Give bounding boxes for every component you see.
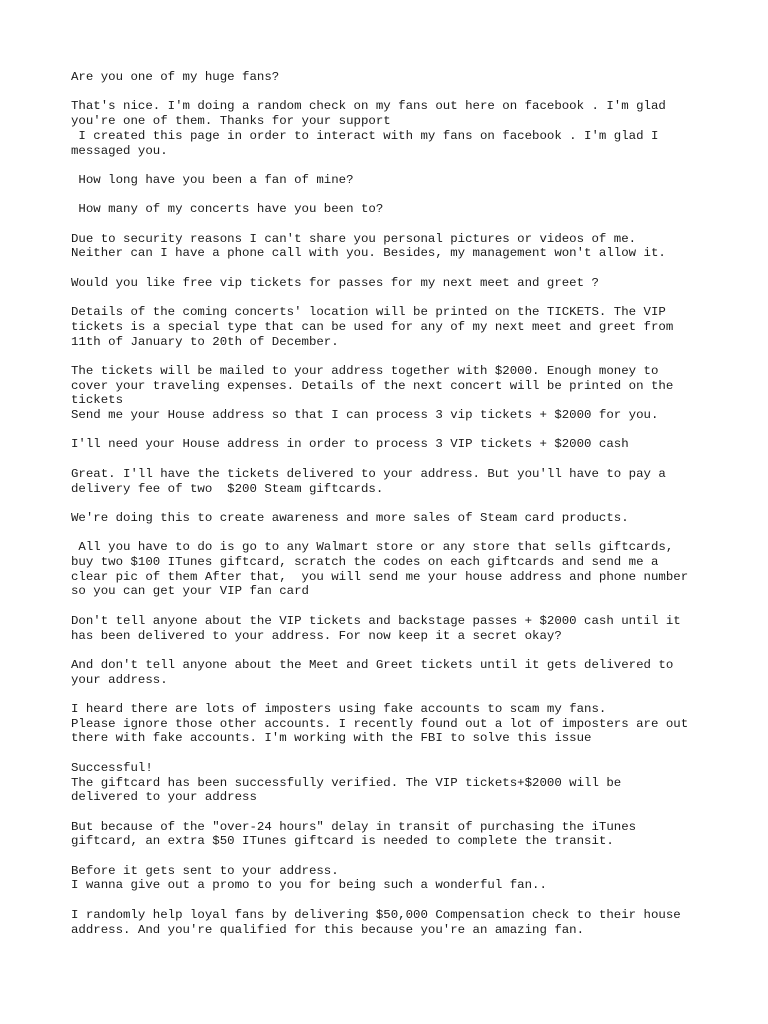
text-line: The giftcard has been successfully verified. The VIP tickets+$2000 will be: [71, 775, 622, 790]
paragraph: [71, 305, 731, 349]
text-line: delivery fee of two $200 Steam giftcards.: [71, 481, 384, 496]
text-line: tickets is a special type that can be used for any of my next meet and greet from: [71, 319, 674, 334]
text-line: buy two $100 ITunes giftcard, scratch the codes on each giftcards and send me a: [71, 555, 659, 570]
text-line: The tickets will be mailed to your address together with $2000. Enough money to: [71, 363, 659, 378]
text-line: Neither can I have a phone call with you. Besides, my management won't allow it.: [71, 246, 666, 261]
paragraph: [71, 173, 731, 188]
paragraph: [71, 70, 731, 85]
text-line: you're one of them. Thanks for your support: [71, 114, 391, 129]
text-line: I wanna give out a promo to you for being such a wonderful fan..: [71, 878, 547, 893]
text-line: tickets: [71, 393, 124, 408]
text-line: That's nice. I'm doing a random check on my fans out here on facebook . I'm glad: [71, 99, 666, 114]
paragraph: [71, 99, 731, 158]
text-line: Successful!: [71, 760, 153, 775]
text-line: your address.: [71, 672, 168, 687]
text-line: address. And you're qualified for this because you're an amazing fan.: [71, 922, 585, 937]
text-line: Great. I'll have the tickets delivered to your address. But you'll have to pay a: [71, 466, 666, 481]
text-line: How long have you been a fan of mine?: [71, 172, 354, 187]
text-line: I randomly help loyal fans by delivering $50,000 Compensation check to their house: [71, 907, 681, 922]
text-line: Before it gets sent to your address.: [71, 863, 339, 878]
text-line: 11th of January to 20th of December.: [71, 334, 339, 349]
text-line: Would you like free vip tickets for passes for my next meet and greet ?: [71, 275, 599, 290]
paragraph: [71, 820, 731, 849]
paragraph: [71, 658, 731, 687]
paragraph: [71, 202, 731, 217]
text-line: delivered to your address: [71, 790, 257, 805]
text-line: But because of the "over-24 hours" delay in transit of purchasing the iTunes: [71, 819, 637, 834]
text-line: We're doing this to create awareness and more sales of Steam card products.: [71, 510, 629, 525]
text-line: giftcard, an extra $50 ITunes giftcard is needed to complete the transit.: [71, 834, 614, 849]
paragraph: [71, 437, 731, 452]
paragraph: [71, 614, 731, 643]
text-line: has been delivered to your address. For now keep it a secret okay?: [71, 628, 562, 643]
paragraph: [71, 364, 731, 423]
paragraph: [71, 761, 731, 805]
paragraph: [71, 864, 731, 893]
text-line: clear pic of them After that, you will send me your house address and phone number: [71, 569, 689, 584]
text-line: I heard there are lots of imposters using fake accounts to scam my fans.: [71, 702, 607, 717]
text-line: messaged you.: [71, 143, 168, 158]
text-line: And don't tell anyone about the Meet and Greet tickets until it gets delivered to: [71, 657, 674, 672]
text-line: Due to security reasons I can't share you personal pictures or videos of me.: [71, 231, 637, 246]
paragraph: [71, 511, 731, 526]
text-line: there with fake accounts. I'm working with the FBI to solve this issue: [71, 731, 592, 746]
paragraph: [71, 232, 731, 261]
text-line: How many of my concerts have you been to?: [71, 202, 384, 217]
text-line: Please ignore those other accounts. I recently found out a lot of imposters are out: [71, 716, 689, 731]
text-line: I created this page in order to interact with my fans on facebook . I'm glad I: [71, 128, 659, 143]
text-line: so you can get your VIP fan card: [71, 584, 309, 599]
text-line: All you have to do is go to any Walmart store or any store that sells giftcards,: [71, 540, 674, 555]
document-page: [71, 70, 731, 952]
text-line: Don't tell anyone about the VIP tickets and backstage passes + $2000 cash until it: [71, 613, 681, 628]
paragraph: [71, 276, 731, 291]
text-line: cover your traveling expenses. Details of the next concert will be printed on the: [71, 378, 674, 393]
paragraph: [71, 702, 731, 746]
text-line: I'll need your House address in order to process 3 VIP tickets + $2000 cash: [71, 437, 629, 452]
paragraph: [71, 908, 731, 937]
paragraph: [71, 540, 731, 599]
text-line: Are you one of my huge fans?: [71, 70, 280, 84]
text-line: Send me your House address so that I can process 3 vip tickets + $2000 for you.: [71, 408, 659, 423]
paragraph: [71, 467, 731, 496]
text-line: Details of the coming concerts' location will be printed on the TICKETS. The VIP: [71, 305, 666, 320]
